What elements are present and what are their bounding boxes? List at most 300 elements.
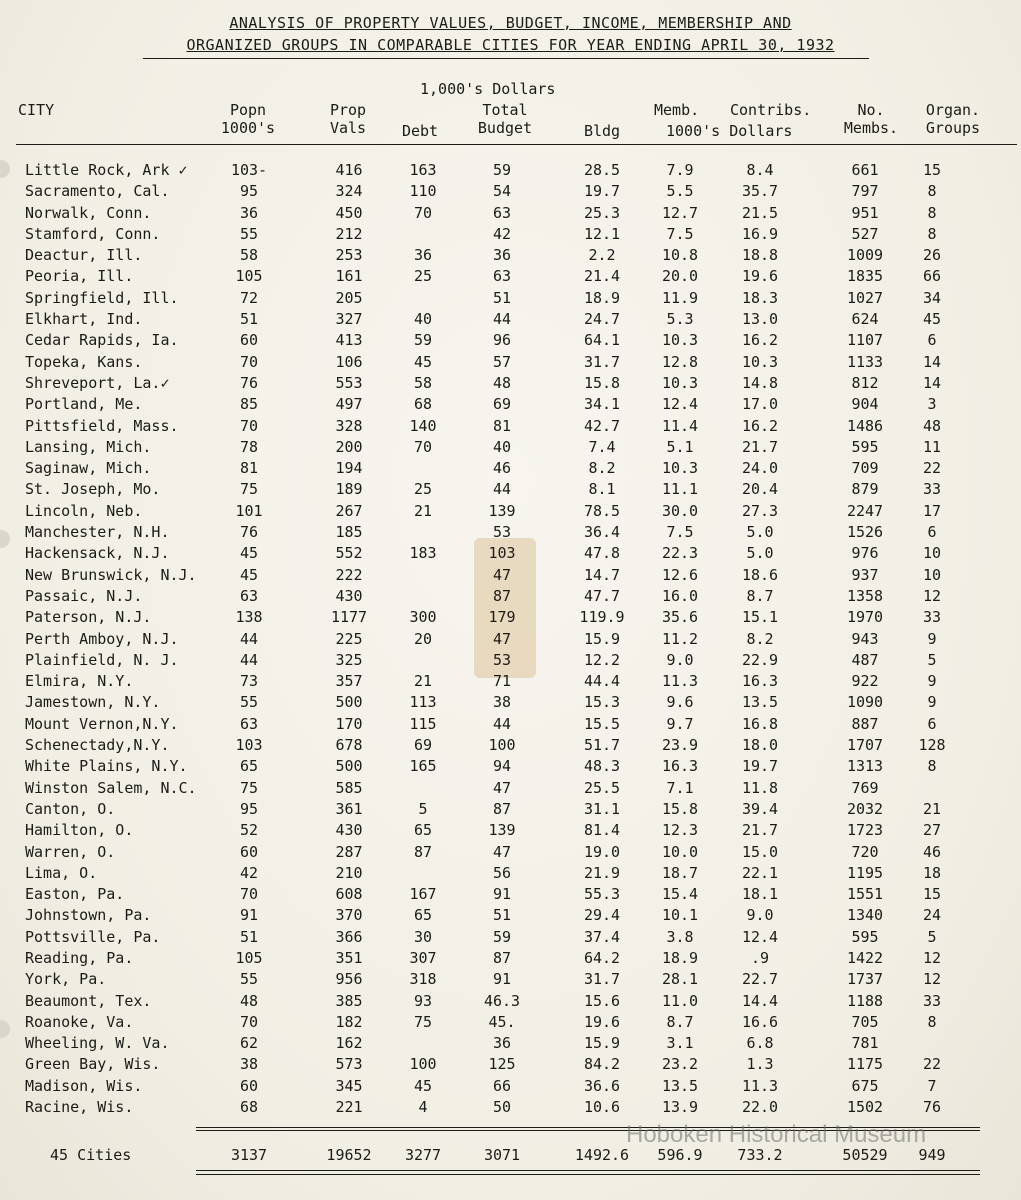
prop-cell: 413 [335, 331, 363, 350]
contribs-cell: 13.0 [741, 310, 779, 329]
bldg-cell: 15.9 [583, 629, 621, 648]
membs-cell: 675 [851, 1076, 879, 1095]
popn-cell: 85 [239, 395, 259, 414]
groups-cell: 6 [927, 523, 937, 542]
membs-cell: 1737 [846, 970, 884, 989]
bldg-cell: 7.4 [588, 437, 616, 456]
bldg-cell: 10.6 [583, 1098, 621, 1117]
contribs-cell: 19.7 [741, 757, 779, 776]
memb-cell: 10.3 [661, 331, 699, 350]
memb-cell: 10.3 [661, 373, 699, 392]
popn-cell: 91 [239, 906, 259, 925]
budget-cell: 36 [492, 246, 512, 265]
debt-cell: 59 [413, 331, 433, 350]
memb-cell: 11.1 [661, 480, 699, 499]
prop-cell: 194 [335, 459, 363, 478]
contribs-cell: 18.8 [741, 246, 779, 265]
contribs-cell: 5.0 [746, 544, 774, 563]
membs-cell: 705 [851, 1012, 879, 1031]
prop-cell: 324 [335, 182, 363, 201]
prop-cell: 450 [335, 203, 363, 222]
city-cell: Deactur, Ill. [25, 246, 143, 265]
city-cell: Elkhart, Ind. [25, 310, 143, 329]
prop-cell: 416 [335, 161, 363, 179]
contribs-cell: 18.6 [741, 565, 779, 584]
membs-cell: 527 [851, 224, 879, 243]
popn-cell: 105 [235, 267, 263, 286]
bldg-cell: 19.6 [583, 1012, 621, 1031]
title-line-1: ANALYSIS OF PROPERTY VALUES, BUDGET, INCOME, MEMBERSHIP AND [229, 14, 792, 32]
table-row [0, 1055, 1021, 1076]
memb-cell: 9.0 [666, 650, 694, 669]
city-cell: Winston Salem, N.C. [25, 778, 197, 797]
contribs-cell: 17.0 [741, 395, 779, 414]
prop-cell: 189 [335, 480, 363, 499]
contribs-cell: 22.9 [741, 650, 779, 669]
contribs-cell: .9 [750, 948, 770, 967]
budget-cell: 91 [492, 885, 512, 904]
budget-cell: 50 [492, 1098, 512, 1117]
debt-cell: 21 [413, 501, 433, 520]
popn-cell: 105 [235, 948, 263, 967]
table-row [0, 246, 1021, 267]
city-cell: Pottsville, Pa. [25, 927, 161, 946]
memb-cell: 18.9 [661, 948, 699, 967]
groups-cell: 9 [927, 672, 937, 691]
membs-cell: 595 [851, 437, 879, 456]
table-row [0, 992, 1021, 1013]
groups-cell: 10 [922, 565, 942, 584]
bldg-cell: 25.3 [583, 203, 621, 222]
prop-cell: 553 [335, 373, 363, 392]
table-row [0, 864, 1021, 885]
budget-cell: 44 [492, 310, 512, 329]
memb-cell: 13.9 [661, 1098, 699, 1117]
membs-cell: 1422 [846, 948, 884, 967]
contribs-cell: 20.4 [741, 480, 779, 499]
popn-cell: 101 [235, 501, 263, 520]
bldg-cell: 34.1 [583, 395, 621, 414]
bldg-cell: 42.7 [583, 416, 621, 435]
groups-cell: 8 [927, 757, 937, 776]
memb-cell: 30.0 [661, 501, 699, 520]
popn-cell: 63 [239, 714, 259, 733]
popn-cell: 75 [239, 778, 259, 797]
debt-cell: 20 [413, 629, 433, 648]
budget-cell: 87 [492, 799, 512, 818]
city-cell: St. Joseph, Mo. [25, 480, 161, 499]
bldg-cell: 37.4 [583, 927, 621, 946]
prop-cell: 200 [335, 437, 363, 456]
groups-cell: 33 [922, 991, 942, 1010]
memb-cell: 9.6 [666, 693, 694, 712]
membs-cell: 1502 [846, 1098, 884, 1117]
budget-cell: 53 [492, 650, 512, 669]
membs-cell: 797 [851, 182, 879, 201]
groups-cell: 12 [922, 586, 942, 605]
contribs-cell: 10.3 [741, 352, 779, 371]
bldg-cell: 51.7 [583, 736, 621, 755]
memb-cell: 10.0 [661, 842, 699, 861]
popn-cell: 65 [239, 757, 259, 776]
groups-cell: 24 [922, 906, 942, 925]
contribs-cell: 8.2 [746, 629, 774, 648]
contribs-cell: 16.6 [741, 1012, 779, 1031]
membs-cell: 922 [851, 672, 879, 691]
budget-cell: 56 [492, 863, 512, 882]
budget-cell: 71 [492, 672, 512, 691]
popn-cell: 72 [239, 288, 259, 307]
totals-row [0, 1146, 1021, 1168]
prop-cell: 205 [335, 288, 363, 307]
header-total-budget: Total Budget [477, 101, 533, 137]
header-memb-dollars: 1000's Dollars [666, 122, 793, 140]
table-row [0, 970, 1021, 991]
popn-cell: 70 [239, 885, 259, 904]
debt-cell: 113 [409, 693, 437, 712]
memb-cell: 22.3 [661, 544, 699, 563]
table-row [0, 544, 1021, 565]
header-prop-vals: Prop Vals [329, 101, 367, 137]
budget-cell: 63 [492, 203, 512, 222]
membs-cell: 661 [851, 161, 879, 179]
memb-cell: 12.4 [661, 395, 699, 414]
debt-cell: 30 [413, 927, 433, 946]
city-cell: Warren, O. [25, 842, 116, 861]
table-row [0, 331, 1021, 352]
prop-cell: 678 [335, 736, 363, 755]
budget-cell: 66 [492, 1076, 512, 1095]
contribs-cell: 1.3 [746, 1055, 774, 1074]
bldg-cell: 64.1 [583, 331, 621, 350]
memb-cell: 5.5 [666, 182, 694, 201]
memb-cell: 10.3 [661, 459, 699, 478]
membs-cell: 879 [851, 480, 879, 499]
contribs-cell: 5.0 [746, 523, 774, 542]
memb-cell: 12.3 [661, 821, 699, 840]
total-bldg: 1492.6 [574, 1146, 630, 1164]
table-row [0, 523, 1021, 544]
prop-cell: 221 [335, 1098, 363, 1117]
debt-cell: 140 [409, 416, 437, 435]
debt-cell: 25 [413, 480, 433, 499]
budget-cell: 57 [492, 352, 512, 371]
groups-cell: 9 [927, 693, 937, 712]
popn-cell: 60 [239, 1076, 259, 1095]
debt-cell: 25 [413, 267, 433, 286]
budget-cell: 59 [492, 927, 512, 946]
prop-cell: 162 [335, 1034, 363, 1053]
contribs-cell: 24.0 [741, 459, 779, 478]
table-row [0, 651, 1021, 672]
popn-cell: 103 [235, 736, 263, 755]
membs-cell: 1009 [846, 246, 884, 265]
popn-cell: 76 [239, 523, 259, 542]
membs-cell: 720 [851, 842, 879, 861]
contribs-cell: 16.9 [741, 224, 779, 243]
membs-cell: 943 [851, 629, 879, 648]
city-cell: Racine, Wis. [25, 1098, 134, 1117]
prop-cell: 497 [335, 395, 363, 414]
debt-cell: 110 [409, 182, 437, 201]
groups-cell: 27 [922, 821, 942, 840]
bldg-cell: 36.6 [583, 1076, 621, 1095]
memb-cell: 12.8 [661, 352, 699, 371]
contribs-cell: 18.0 [741, 736, 779, 755]
contribs-cell: 27.3 [741, 501, 779, 520]
table-row [0, 1077, 1021, 1098]
bldg-cell: 15.6 [583, 991, 621, 1010]
header-no-membs: No. Membs. [843, 101, 899, 137]
groups-cell: 3 [927, 395, 937, 414]
budget-cell: 47 [492, 842, 512, 861]
units-label: 1,000's Dollars [420, 80, 556, 98]
city-cell: Jamestown, N.Y. [25, 693, 161, 712]
table-row [0, 843, 1021, 864]
budget-cell: 46.3 [483, 991, 521, 1010]
bldg-cell: 29.4 [583, 906, 621, 925]
budget-cell: 53 [492, 523, 512, 542]
contribs-cell: 12.4 [741, 927, 779, 946]
contribs-cell: 22.0 [741, 1098, 779, 1117]
table-row [0, 821, 1021, 842]
budget-cell: 87 [492, 586, 512, 605]
city-cell: Little Rock, Ark ✓ [25, 161, 188, 179]
membs-cell: 904 [851, 395, 879, 414]
bldg-cell: 15.8 [583, 373, 621, 392]
city-cell: Madison, Wis. [25, 1076, 143, 1095]
city-cell: Topeka, Kans. [25, 352, 143, 371]
city-cell: Elmira, N.Y. [25, 672, 134, 691]
prop-cell: 170 [335, 714, 363, 733]
contribs-cell: 19.6 [741, 267, 779, 286]
membs-cell: 595 [851, 927, 879, 946]
total-debt: 3277 [404, 1146, 442, 1164]
bldg-cell: 19.7 [583, 182, 621, 201]
city-cell: Beaumont, Tex. [25, 991, 152, 1010]
popn-cell: 103- [230, 161, 268, 179]
city-cell: Canton, O. [25, 799, 116, 818]
bldg-cell: 8.1 [588, 480, 616, 499]
city-cell: Reading, Pa. [25, 948, 134, 967]
table-row [0, 885, 1021, 906]
contribs-cell: 22.7 [741, 970, 779, 989]
memb-cell: 28.1 [661, 970, 699, 989]
groups-cell: 8 [927, 182, 937, 201]
table-row [0, 374, 1021, 395]
bldg-cell: 31.1 [583, 799, 621, 818]
prop-cell: 212 [335, 224, 363, 243]
header-debt: Debt [401, 122, 439, 140]
membs-cell: 781 [851, 1034, 879, 1053]
budget-cell: 47 [492, 629, 512, 648]
bldg-cell: 15.3 [583, 693, 621, 712]
popn-cell: 55 [239, 224, 259, 243]
contribs-cell: 21.7 [741, 437, 779, 456]
bldg-cell: 21.4 [583, 267, 621, 286]
prop-cell: 351 [335, 948, 363, 967]
budget-cell: 94 [492, 757, 512, 776]
popn-cell: 45 [239, 565, 259, 584]
budget-cell: 42 [492, 224, 512, 243]
header-organ-groups: Organ. Groups [925, 101, 981, 137]
debt-cell: 65 [413, 906, 433, 925]
memb-cell: 5.1 [666, 437, 694, 456]
prop-cell: 267 [335, 501, 363, 520]
memb-cell: 13.5 [661, 1076, 699, 1095]
city-cell: Saginaw, Mich. [25, 459, 152, 478]
city-cell: Pittsfield, Mass. [25, 416, 179, 435]
contribs-cell: 14.8 [741, 373, 779, 392]
membs-cell: 1107 [846, 331, 884, 350]
groups-cell: 76 [922, 1098, 942, 1117]
city-cell: Schenectady,N.Y. [25, 736, 170, 755]
membs-cell: 976 [851, 544, 879, 563]
membs-cell: 1486 [846, 416, 884, 435]
city-cell: Paterson, N.J. [25, 608, 152, 627]
table-row [0, 949, 1021, 970]
debt-cell: 300 [409, 608, 437, 627]
popn-cell: 42 [239, 863, 259, 882]
groups-cell: 6 [927, 331, 937, 350]
table-row [0, 800, 1021, 821]
groups-cell: 14 [922, 373, 942, 392]
budget-cell: 47 [492, 565, 512, 584]
budget-cell: 54 [492, 182, 512, 201]
table-row [0, 608, 1021, 629]
prop-cell: 956 [335, 970, 363, 989]
bldg-cell: 48.3 [583, 757, 621, 776]
city-cell: Norwalk, Conn. [25, 203, 152, 222]
popn-cell: 58 [239, 246, 259, 265]
prop-cell: 366 [335, 927, 363, 946]
city-cell: Hackensack, N.J. [25, 544, 170, 563]
prop-cell: 287 [335, 842, 363, 861]
membs-cell: 1313 [846, 757, 884, 776]
bldg-cell: 12.1 [583, 224, 621, 243]
city-cell: Passaic, N.J. [25, 586, 143, 605]
total-memb: 596.9 [657, 1146, 703, 1164]
city-cell: Hamilton, O. [25, 821, 134, 840]
membs-cell: 2247 [846, 501, 884, 520]
city-cell: Stamford, Conn. [25, 224, 161, 243]
popn-cell: 55 [239, 693, 259, 712]
popn-cell: 44 [239, 650, 259, 669]
budget-cell: 51 [492, 288, 512, 307]
prop-cell: 222 [335, 565, 363, 584]
table-row [0, 1013, 1021, 1034]
total-prop: 19652 [326, 1146, 372, 1164]
bldg-cell: 47.8 [583, 544, 621, 563]
budget-cell: 51 [492, 906, 512, 925]
bldg-cell: 84.2 [583, 1055, 621, 1074]
contribs-cell: 8.7 [746, 586, 774, 605]
total-budget: 3071 [483, 1146, 521, 1164]
contribs-cell: 16.3 [741, 672, 779, 691]
city-cell: Mount Vernon,N.Y. [25, 714, 179, 733]
double-rule [196, 1170, 980, 1171]
popn-cell: 75 [239, 480, 259, 499]
debt-cell: 45 [413, 1076, 433, 1095]
popn-cell: 70 [239, 416, 259, 435]
bldg-cell: 12.2 [583, 650, 621, 669]
memb-cell: 3.1 [666, 1034, 694, 1053]
membs-cell: 1133 [846, 352, 884, 371]
membs-cell: 1175 [846, 1055, 884, 1074]
budget-cell: 81 [492, 416, 512, 435]
city-cell: Lima, O. [25, 863, 98, 882]
header-bldg: Bldg [583, 122, 621, 140]
city-cell: Green Bay, Wis. [25, 1055, 161, 1074]
prop-cell: 370 [335, 906, 363, 925]
groups-cell: 9 [927, 629, 937, 648]
membs-cell: 487 [851, 650, 879, 669]
prop-cell: 585 [335, 778, 363, 797]
table-row [0, 480, 1021, 501]
table-row [0, 438, 1021, 459]
total-contribs: 733.2 [737, 1146, 783, 1164]
table-row [0, 672, 1021, 693]
debt-cell: 115 [409, 714, 437, 733]
city-cell: Cedar Rapids, Ia. [25, 331, 179, 350]
memb-cell: 7.5 [666, 523, 694, 542]
memb-cell: 35.6 [661, 608, 699, 627]
budget-cell: 46 [492, 459, 512, 478]
popn-cell: 76 [239, 373, 259, 392]
popn-cell: 62 [239, 1034, 259, 1053]
table-row [0, 928, 1021, 949]
bldg-cell: 31.7 [583, 970, 621, 989]
budget-cell: 179 [488, 608, 516, 627]
debt-cell: 45 [413, 352, 433, 371]
budget-cell: 63 [492, 267, 512, 286]
groups-cell: 5 [927, 650, 937, 669]
popn-cell: 78 [239, 437, 259, 456]
contribs-cell: 9.0 [746, 906, 774, 925]
table-row [0, 225, 1021, 246]
budget-cell: 69 [492, 395, 512, 414]
city-cell: Springfield, Ill. [25, 288, 179, 307]
header-city: CITY [18, 101, 55, 119]
header-rule [16, 144, 1017, 145]
prop-cell: 357 [335, 672, 363, 691]
memb-cell: 10.8 [661, 246, 699, 265]
city-cell: Manchester, N.H. [25, 523, 170, 542]
memb-cell: 16.3 [661, 757, 699, 776]
memb-cell: 7.9 [666, 161, 694, 179]
popn-cell: 95 [239, 182, 259, 201]
membs-cell: 1526 [846, 523, 884, 542]
budget-cell: 96 [492, 331, 512, 350]
groups-cell: 128 [918, 736, 946, 755]
popn-cell: 95 [239, 799, 259, 818]
memb-cell: 12.6 [661, 565, 699, 584]
popn-cell: 55 [239, 970, 259, 989]
memb-cell: 7.1 [666, 778, 694, 797]
debt-cell: 65 [413, 821, 433, 840]
groups-cell: 14 [922, 352, 942, 371]
table-row [0, 502, 1021, 523]
contribs-cell: 22.1 [741, 863, 779, 882]
table-row [0, 182, 1021, 203]
prop-cell: 1177 [330, 608, 368, 627]
groups-cell: 22 [922, 1055, 942, 1074]
groups-cell: 34 [922, 288, 942, 307]
budget-cell: 139 [488, 501, 516, 520]
table-row [0, 161, 1021, 182]
debt-cell: 163 [409, 161, 437, 179]
debt-cell: 58 [413, 373, 433, 392]
